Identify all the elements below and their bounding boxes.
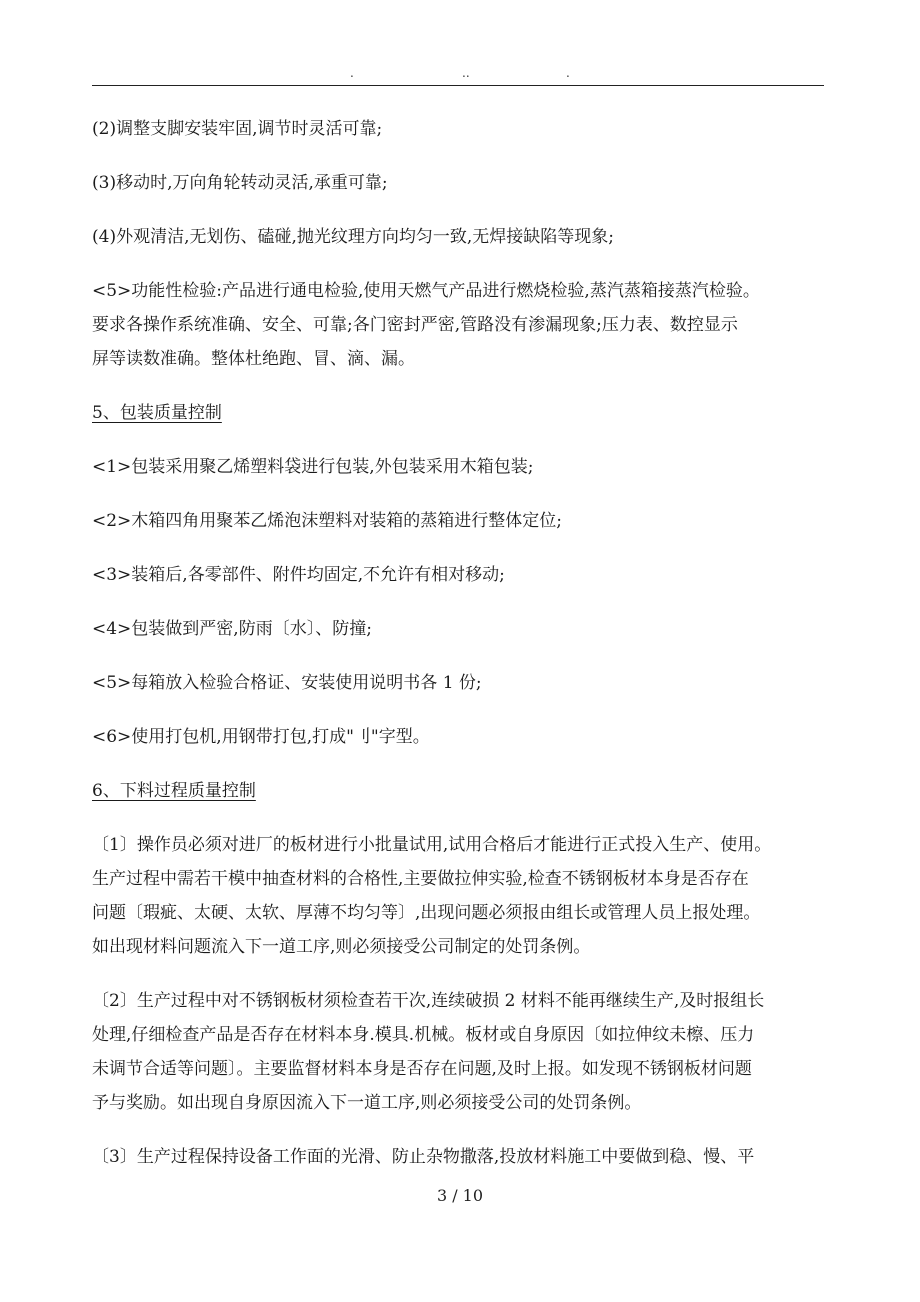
page-header [0, 66, 920, 84]
text-line: 〔2〕生产过程中对不锈钢板材须检查若干次,连续破损 2 材料不能再继续生产,及时报组长 [92, 991, 765, 1011]
header-mark-2: .. [462, 66, 470, 80]
text-line: (2)调整支脚安装牢固,调节时灵活可靠; [92, 119, 383, 139]
paragraph [92, 166, 827, 200]
text-line: 屏等读数准确。整体杜绝跑、冒、滴、漏。 [92, 349, 415, 369]
text-line: <6>使用打包机,用钢带打包,打成"刂"字型。 [92, 727, 430, 747]
document-body [92, 112, 827, 1194]
text-line: 处理,仔细检查产品是否存在材料本身.模具.机械。板材或自身原因〔如拉伸纹未檫、压力 [92, 1025, 755, 1045]
paragraph [92, 558, 827, 592]
text-line: <4>包装做到严密,防雨〔水〕、防撞; [92, 619, 372, 639]
text-line: 如出现材料问题流入下一道工序,则必须接受公司制定的处罚条例。 [92, 937, 591, 957]
paragraph [92, 504, 827, 538]
text-line: 要求各操作系统准确、安全、可靠;各门密封严密,管路没有渗漏现象;压力表、数控显示 [92, 315, 738, 335]
paragraph [92, 274, 827, 376]
header-mark-3: . [566, 66, 570, 80]
header-mark-1: . [350, 66, 354, 80]
paragraph [92, 220, 827, 254]
text-line: <1>包装采用聚乙烯塑料袋进行包装,外包装采用木箱包装; [92, 457, 534, 477]
text-line: 〔1〕操作员必须对进厂的板材进行小批量试用,试用合格后才能进行正式投入生产、使用。 [92, 835, 772, 855]
text-line: <5>功能性检验:产品进行通电检验,使用天燃气产品进行燃烧检验,蒸汽蒸箱接蒸汽检验。 [92, 281, 760, 301]
page-number: 3 / 10 [436, 1186, 484, 1205]
text-line: 予与奖励。如出现自身原因流入下一道工序,则必须接受公司的处罚条例。 [92, 1093, 642, 1113]
paragraph [92, 112, 827, 146]
section-heading [92, 396, 827, 430]
paragraph [92, 720, 827, 754]
header-rule [92, 85, 824, 86]
text-line: 生产过程中需若干模中抽查材料的合格性,主要做拉伸实验,检查不锈钢板材本身是否存在 [92, 869, 749, 889]
text-line: 5、包装质量控制 [92, 403, 222, 423]
paragraph [92, 612, 827, 646]
paragraph [92, 450, 827, 484]
text-line: 〔3〕生产过程保持设备工作面的光滑、防止杂物撒落,投放材料施工中要做到稳、慢、平 [92, 1147, 755, 1167]
paragraph [92, 666, 827, 700]
text-line: (3)移动时,万向角轮转动灵活,承重可靠; [92, 173, 388, 193]
text-line: 6、下料过程质量控制 [92, 781, 256, 801]
text-line: <5>每箱放入检验合格证、安装使用说明书各 1 份; [92, 673, 482, 693]
text-line: 未调节合适等问题〕。主要监督材料本身是否存在问题,及时上报。如发现不锈钢板材问题 [92, 1059, 752, 1079]
text-line: <3>装箱后,各零部件、附件均固定,不允许有相对移动; [92, 565, 505, 585]
text-line: <2>木箱四角用聚苯乙烯泡沫塑料对装箱的蒸箱进行整体定位; [92, 511, 563, 531]
paragraph [92, 984, 827, 1120]
paragraph [92, 828, 827, 964]
text-line: 问题〔瑕疵、太硬、太软、厚薄不均匀等〕,出现问题必须报由组长或管理人员上报处理。 [92, 903, 761, 923]
paragraph [92, 1140, 827, 1174]
section-heading [92, 774, 827, 808]
text-line: (4)外观清洁,无划伤、磕碰,抛光纹理方向均匀一致,无焊接缺陷等现象; [92, 227, 615, 247]
